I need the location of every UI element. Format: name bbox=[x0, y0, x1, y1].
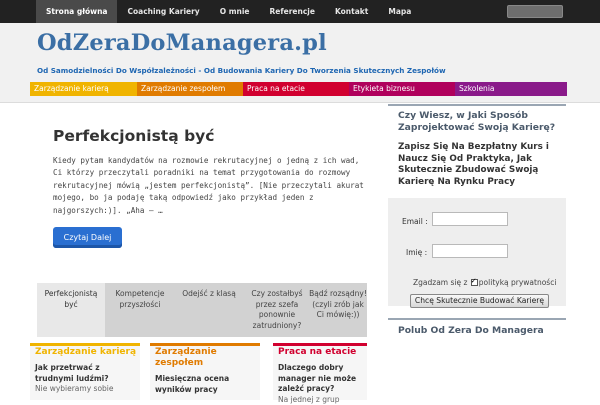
column-accent-bar bbox=[150, 343, 260, 346]
site-tagline: Od Samodzielności Do Współzależności - Od Budowania Kariery Do Tworzenia Skutecznych Zespołów bbox=[37, 66, 446, 75]
sidebar-divider bbox=[388, 318, 566, 320]
privacy-policy-link[interactable]: polityką prywatności bbox=[478, 278, 557, 287]
column-post-link[interactable]: Dlaczego dobry manager nie może zależć pracy? bbox=[278, 363, 357, 393]
column-heading[interactable]: Praca na etacie bbox=[278, 347, 357, 357]
site-logo[interactable]: OdZeraDoManagera.pl bbox=[37, 30, 327, 56]
tab-perfectionist[interactable]: Perfekcjonistą być bbox=[37, 283, 105, 337]
column-post-link[interactable]: Jak przetrwać z trudnymi ludźmi? bbox=[35, 363, 109, 383]
nav-item-coaching[interactable]: Coaching Kariery bbox=[127, 7, 200, 16]
name-field[interactable] bbox=[432, 244, 508, 258]
column-heading[interactable]: Zarządzanie zespołem bbox=[155, 347, 217, 368]
name-label: Imię : bbox=[406, 248, 428, 257]
nav-item-about[interactable]: O mnie bbox=[219, 7, 250, 16]
category-trainings[interactable]: Szkolenia bbox=[455, 82, 567, 96]
search-input[interactable] bbox=[507, 5, 563, 18]
category-columns bbox=[30, 343, 367, 404]
nav-item-references[interactable]: Referencje bbox=[269, 7, 315, 16]
category-business-etiquette[interactable]: Etykieta biznesu bbox=[349, 82, 455, 96]
tab-rehired[interactable]: Czy zostałbyś przez szefa ponownie zatrudniony? bbox=[251, 289, 303, 330]
sidebar bbox=[388, 104, 566, 400]
category-column bbox=[30, 343, 140, 400]
category-full-time-job[interactable]: Praca na etacie bbox=[243, 82, 349, 96]
nav-item-home[interactable]: Strona główna bbox=[36, 0, 117, 23]
column-accent-bar bbox=[30, 343, 140, 346]
category-career-management[interactable]: Zarządzanie karierą bbox=[30, 82, 137, 96]
consent-label: Zgadzam się z bbox=[413, 278, 468, 287]
nav-item-contact[interactable]: Kontakt bbox=[334, 7, 369, 16]
column-post-link[interactable]: Miesięczna ocena wyników pracy bbox=[155, 374, 230, 394]
submit-button[interactable]: Chcę Skutecznie Budować Karierę bbox=[410, 294, 549, 308]
sidebar-title: Czy Wiesz, w Jaki Sposób Zaprojektować Swoją Karierę? bbox=[398, 110, 556, 133]
email-field[interactable] bbox=[432, 212, 508, 226]
tab-leave-with-class[interactable]: Odejść z klasą bbox=[182, 289, 236, 298]
category-column bbox=[150, 343, 260, 400]
column-post-snippet: Na jednej z grup bbox=[278, 394, 340, 404]
email-label: Email : bbox=[402, 217, 428, 226]
post-title[interactable]: Perfekcjonistą być bbox=[53, 127, 215, 145]
column-heading[interactable]: Zarządzanie karierą bbox=[35, 347, 137, 357]
nav-item-map[interactable]: Mapa bbox=[388, 7, 412, 16]
sidebar-divider bbox=[388, 104, 566, 106]
category-navigation bbox=[30, 82, 567, 96]
category-team-management[interactable]: Zarządzanie zespołem bbox=[137, 82, 243, 96]
site-header bbox=[0, 23, 600, 103]
consent-row bbox=[413, 278, 556, 287]
sidebar-promo-text: Zapisz Się Na Bezpłatny Kurs i Naucz Się Od Praktyka, Jak Skutecznie Zbudować Swoją Karierę Na Rynku Pracy bbox=[398, 142, 549, 187]
column-accent-bar bbox=[273, 343, 367, 346]
tab-future-competencies[interactable]: Kompetencje przyszłości bbox=[115, 289, 165, 309]
post-tabs bbox=[37, 283, 367, 337]
category-column bbox=[273, 343, 367, 404]
tab-be-reasonable[interactable]: Bądź rozsądny! (czyli zrób jak Ci mówię:)) bbox=[309, 289, 367, 319]
top-navigation-bar bbox=[0, 0, 600, 23]
post-excerpt: Kiedy pytam kandydatów na rozmowie rekrutacyjnej o jedną z ich wad, Ci którzy przeczytali poradniki na temat przygotowania do rozmowy rekrutacyjnej mówią „jestem perfekcjonistą”. [Nie przeczytali akurat mojego, bo ja podaję taką odpowiedź jako przykład jeden z najgorszych:)]. „Aha – … bbox=[53, 156, 364, 215]
signup-form bbox=[388, 198, 566, 306]
sidebar-facebook-title: Polub Od Zera Do Managera bbox=[398, 325, 544, 336]
column-post-snippet: Nie wybieramy sobie bbox=[35, 384, 114, 393]
read-more-button[interactable]: Czytaj Dalej bbox=[53, 227, 122, 248]
top-nav-menu bbox=[36, 0, 421, 23]
consent-checkbox[interactable] bbox=[471, 279, 478, 286]
